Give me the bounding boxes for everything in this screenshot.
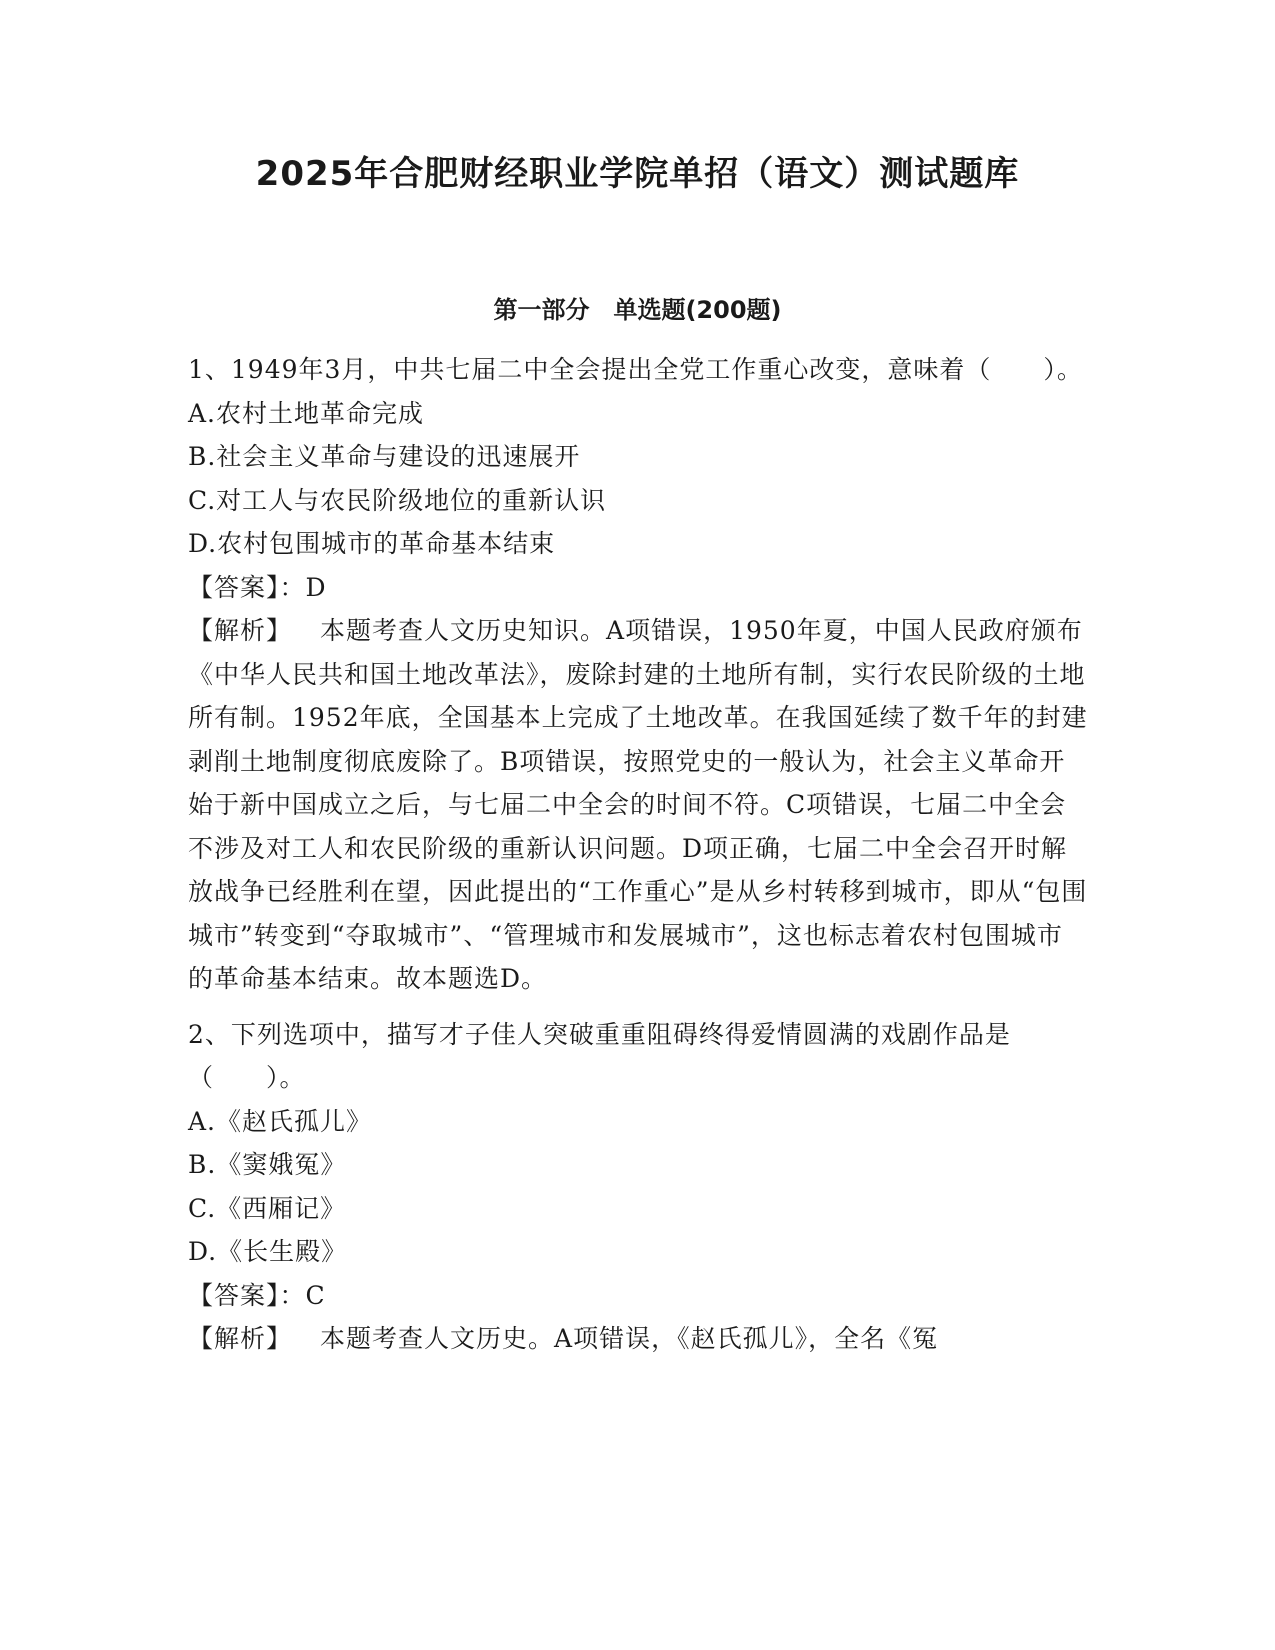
- option-d: D.《长生殿》: [188, 1237, 348, 1266]
- question-item: [188, 348, 1088, 1001]
- explanation-text: 本题考查人文历史。A项错误，《赵氏孤儿》，全名《冤: [320, 1324, 939, 1353]
- option-c: C.《西厢记》: [188, 1193, 347, 1223]
- answer-label: 【答案】：: [188, 572, 306, 602]
- section-heading: 第一部分 单选题(200题): [493, 296, 782, 324]
- option-a: A.农村土地革命完成: [188, 398, 425, 428]
- explanation: [188, 609, 1088, 1001]
- option-c: C.对工人与农民阶级地位的重新认识: [188, 485, 607, 515]
- answer-value: C: [305, 1280, 326, 1310]
- option-d: D.农村包围城市的革命基本结束: [188, 529, 556, 558]
- answer-value: D: [305, 572, 327, 602]
- option-a: A.《赵氏孤儿》: [188, 1106, 373, 1136]
- answer-label: 【答案】：: [188, 1280, 306, 1310]
- answer-line: [188, 566, 1088, 610]
- question-list: [188, 348, 1088, 1361]
- explanation-label: 【解析】: [188, 1324, 293, 1353]
- explanation-text: 本题考查人文历史知识。A项错误，1950年夏，中国人民政府颁布《中华人民共和国土地改革法》，废除封建的土地所有制，实行农民阶级的土地所有制。1952年底，全国基本上完成了土地改革。在我国延续了数千年的封建剥削土地制度彻底废除了。B项错误，按照党史的一般认为，社会主义革命开始于新中国成立之后，与七届二中全会的时间不符。C项错误，七届二中全会不涉及对工人和农民阶级的重新认识问题。D项正确，七届二中全会召开时解放战争已经胜利在望，因此提出的“工作重心”是从乡村转移到城市，即从“包围城市”转变到“夺取城市”、“管理城市和发展城市”，这也标志着农村包围城市的革命基本结束。故本题选D。: [188, 616, 1088, 993]
- explanation: [188, 1317, 1088, 1361]
- question-stem: 2、下列选项中，描写才子佳人突破重重阻碍终得爱情圆满的戏剧作品是（ ）。: [188, 1019, 1011, 1092]
- answer-line: [188, 1274, 1088, 1318]
- question-item: [188, 1013, 1088, 1361]
- option-b: B.社会主义革命与建设的迅速展开: [188, 442, 581, 471]
- option-b: B.《窦娥冤》: [188, 1150, 347, 1179]
- question-stem: 1、1949年3月，中共七届二中全会提出全党工作重心改变，意味着（ ）。: [188, 355, 1083, 384]
- document-title: 2025年合肥财经职业学院单招（语文）测试题库: [255, 154, 1020, 194]
- explanation-label: 【解析】: [188, 616, 293, 645]
